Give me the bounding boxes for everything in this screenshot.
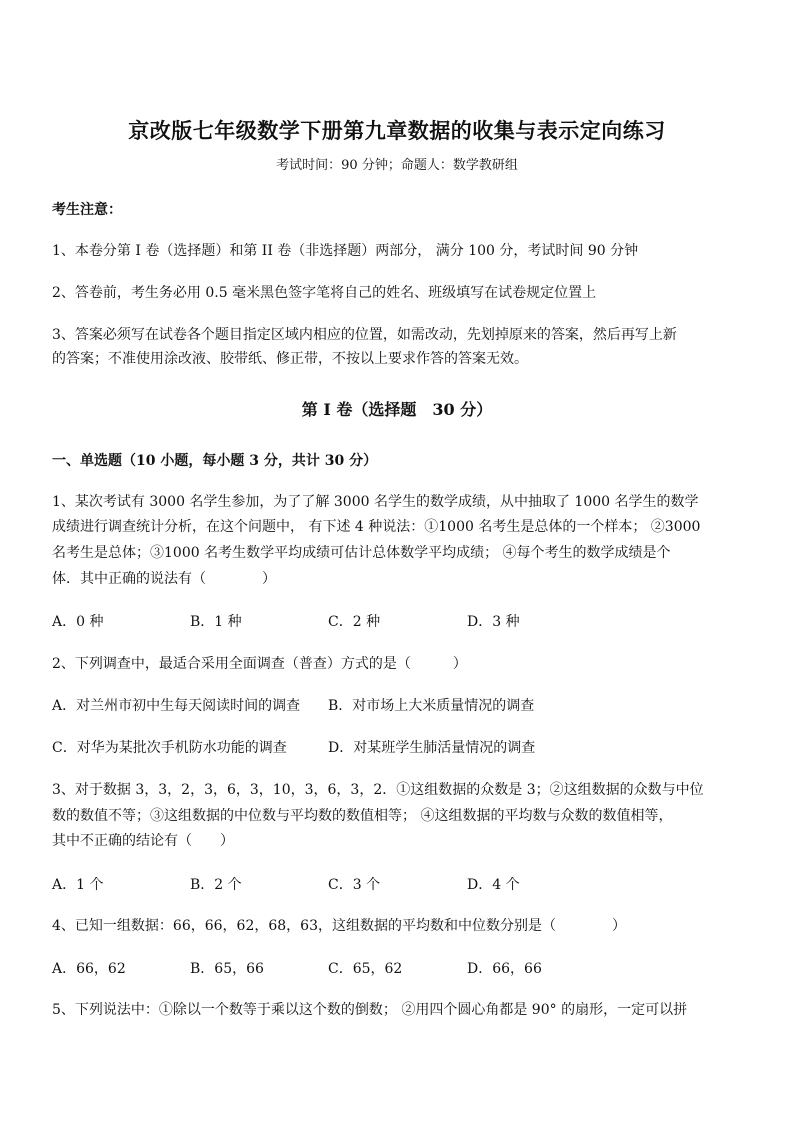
section-title: 第 I 卷（选择题 30 分） xyxy=(301,400,493,419)
question-1-text: 体．其中正确的说法有（ ） xyxy=(52,571,276,587)
part-heading: 一、单选题（10 小题，每小题 3 分，共计 30 分） xyxy=(52,453,378,469)
option-b[interactable]: B．1 种 xyxy=(190,614,242,630)
question-3-text: 数的数值不等；③这组数据的中位数与平均数的数值相等； ④这组数据的平均数与众数的数值相等， xyxy=(52,808,673,824)
question-5-text: 5、下列说法中：①除以一个数等于乘以这个数的倒数； ②用四个圆心角都是 90° 的扇形，一定可以拼 xyxy=(52,1002,688,1018)
option-a[interactable]: A．66，62 xyxy=(52,961,126,977)
question-3-text: 其中不正确的结论有（ ） xyxy=(52,833,234,849)
question-4-text: 4、已知一组数据：66，66，62，68，63，这组数据的平均数和中位数分别是（ ） xyxy=(52,918,626,934)
option-b[interactable]: B．2 个 xyxy=(190,877,242,893)
notice-heading: 考生注意： xyxy=(52,202,122,218)
notice-item: 2、答卷前，考生务必用 0.5 毫米黑色签字笔将自己的姓名、班级填写在试卷规定位置上 xyxy=(52,285,597,301)
question-3-options xyxy=(52,873,742,897)
question-3-text: 3、对于数据 3，3，2，3，6，3，10，3，6，3，2．①这组数据的众数是 3；②这组数据的众数与中位 xyxy=(52,782,704,798)
question-2-options xyxy=(52,694,742,718)
exam-info: 考试时间：90 分钟；命题人：数学教研组 xyxy=(276,158,518,173)
option-a[interactable]: A．对兰州市初中生每天阅读时间的调查 xyxy=(52,698,301,714)
question-4-options xyxy=(52,957,742,981)
question-2-text: 2、下列调查中，最适合采用全面调查（普查）方式的是（ ） xyxy=(52,656,467,672)
option-d[interactable]: D．4 个 xyxy=(467,877,520,893)
option-c[interactable]: C．对华为某批次手机防水功能的调查 xyxy=(52,740,287,756)
page-title: 京改版七年级数学下册第九章数据的收集与表示定向练习 xyxy=(128,118,666,143)
option-a[interactable]: A．0 种 xyxy=(52,614,104,630)
option-c[interactable]: C．3 个 xyxy=(328,877,381,893)
option-b[interactable]: B．65，66 xyxy=(190,961,264,977)
question-2-options xyxy=(52,736,742,760)
option-d[interactable]: D．66，66 xyxy=(467,961,542,977)
question-1-options xyxy=(52,610,742,634)
option-a[interactable]: A．1 个 xyxy=(52,877,104,893)
option-d[interactable]: D．对某班学生肺活量情况的调查 xyxy=(328,740,536,756)
notice-item: 1、本卷分第 I 卷（选择题）和第 II 卷（非选择题）两部分， 满分 100 分，考试时间 90 分钟 xyxy=(52,243,639,259)
notice-item-continued: 的答案；不准使用涂改液、胶带纸、修正带，不按以上要求作答的答案无效。 xyxy=(52,351,528,367)
question-1-text: 成绩进行调查统计分析，在这个问题中， 有下述 4 种说法：①1000 名考生是总体的一个样本； ②3000 xyxy=(52,519,701,535)
notice-item: 3、答案必须写在试卷各个题目指定区域内相应的位置，如需改动，先划掉原来的答案，然后再写上新 xyxy=(52,327,677,343)
option-d[interactable]: D．3 种 xyxy=(467,614,520,630)
option-c[interactable]: C．65，62 xyxy=(328,961,403,977)
option-b[interactable]: B．对市场上大米质量情况的调查 xyxy=(328,698,535,714)
question-1-text: 名考生是总体；③1000 名考生数学平均成绩可估计总体数学平均成绩； ④每个考生的数学成绩是个 xyxy=(52,545,671,561)
option-c[interactable]: C．2 种 xyxy=(328,614,381,630)
question-1-text: 1、某次考试有 3000 名学生参加，为了了解 3000 名学生的数学成绩，从中抽取了 1000 名学生的数学 xyxy=(52,494,699,510)
